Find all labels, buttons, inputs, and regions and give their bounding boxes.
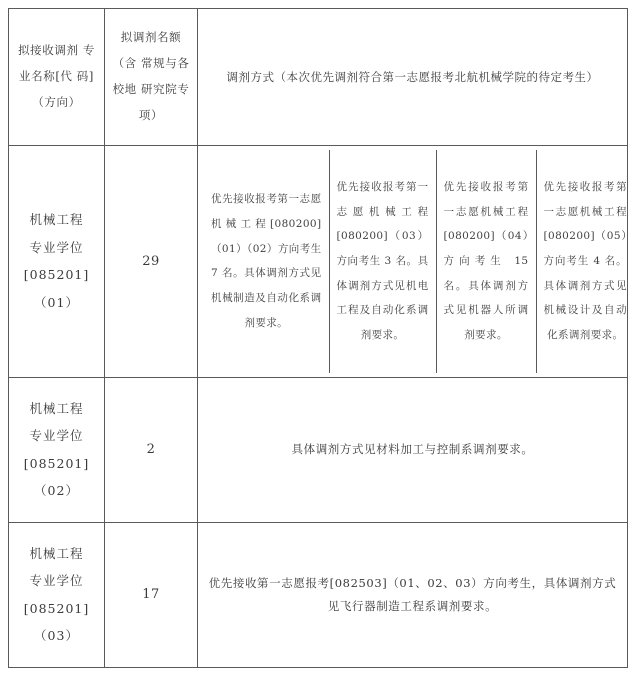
row-1-quota: 29 [105, 146, 198, 377]
row-3-major-line-3: [085201] [23, 600, 90, 616]
row-1-method-subtable [204, 150, 634, 372]
row-1-method-cell-4: 优先接收报考第一志愿机械工程[080200]（05）方向考生 4 名。具体调剂方式见机械设计及自动化系调剂要求。 [536, 150, 634, 372]
row-1-major-line-1: 机械工程 [29, 212, 84, 228]
table-row [9, 522, 628, 667]
table-row [9, 377, 628, 522]
row-1-major-line-4: （01） [34, 294, 79, 310]
row-2-quota: 2 [105, 377, 198, 522]
row-1-method-cell-2: 优先接收报考第一志愿机械工程[080200]（03）方向考生 3 名。具体调剂方式见机电工程及自动化系调剂要求。 [329, 150, 436, 372]
row-1-method-subrow [204, 150, 634, 372]
row-3-quota: 17 [105, 522, 198, 667]
header-quota-line-3: 研究院专项） [138, 82, 190, 122]
row-1-method-cell-1: 优先接收报考第一志愿机械工程[080200]（01）（02）方向考生 7 名。具体调剂方式见机械制造及自动化系调剂要求。 [211, 193, 322, 329]
header-major-line-3: 码]（方向） [32, 69, 94, 110]
row-2-major-line-1: 机械工程 [29, 400, 84, 416]
row-3-major-line-1: 机械工程 [29, 545, 84, 561]
row-3-method: 优先接收第一志愿报考[082503]（01、02、03）方向考生，具体调剂方式见飞行器制造工程系调剂要求。 [198, 522, 628, 667]
table-header-row [9, 9, 628, 146]
row-3-major-line-2: 专业学位 [29, 573, 84, 589]
row-2-major-line-4: （02） [34, 483, 79, 499]
row-2-method: 具体调剂方式见材料加工与控制系调剂要求。 [198, 377, 628, 522]
header-major-name [9, 9, 105, 146]
row-1-major-line-3: [085201] [23, 267, 90, 283]
header-quota-line-1: 拟调剂名额（含 [112, 30, 182, 71]
row-3-major-name [9, 522, 105, 667]
adjustment-table-container [8, 8, 627, 668]
row-1-method-cell-3: 优先接收报考第一志愿机械工程[080200]（04）方向考生 15 名。具体调剂方式见机器人所调剂要求。 [436, 150, 536, 372]
header-adjustment-method: 调剂方式（本次优先调剂符合第一志愿报考北航机械学院的待定考生） [198, 9, 628, 146]
row-3-major-line-4: （03） [34, 628, 79, 644]
header-quota-line-2: 常规与各校地 [112, 56, 190, 97]
adjustment-table [8, 8, 628, 668]
row-1-method-group [198, 146, 628, 377]
header-major-line-2: 专业名称[代 [19, 43, 95, 84]
header-major-line-1: 拟接收调剂 [18, 43, 79, 58]
row-2-major-line-3: [085201] [23, 455, 90, 471]
header-quota [105, 9, 198, 146]
row-2-major-line-2: 专业学位 [29, 428, 84, 444]
row-2-major-name [9, 377, 105, 522]
row-1-major-name [9, 146, 105, 377]
table-row [9, 146, 628, 377]
row-1-major-line-2: 专业学位 [29, 239, 84, 255]
